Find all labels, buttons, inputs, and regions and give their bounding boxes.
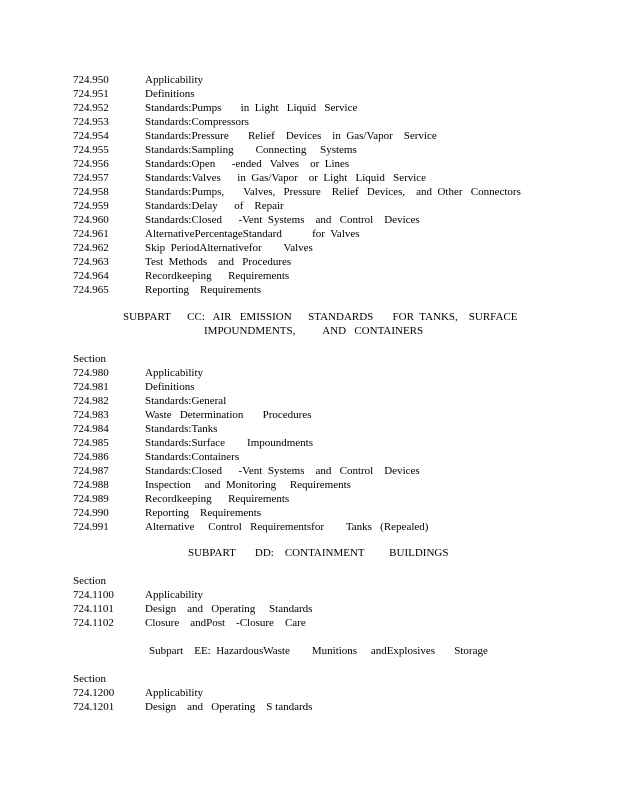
section-title: Standards:Closed -Vent Systems and Control Devices — [145, 465, 420, 477]
section-title: Applicability — [145, 367, 204, 379]
section-title: Reporting Requirements — [145, 284, 262, 296]
section-title: Standards:Pressure Relief Devices in Gas/Vapor Service — [145, 130, 437, 142]
section-label: Section — [73, 575, 106, 587]
section-number: 724.1200 — [73, 687, 115, 699]
section-title: Standards:Tanks — [145, 423, 218, 435]
section-number: 724.961 — [73, 228, 109, 240]
subpart-dd-heading: SUBPART DD: CONTAINMENT BUILDINGS — [188, 547, 449, 559]
section-title: Standards:Sampling Connecting Systems — [145, 144, 357, 156]
section-number: 724.983 — [73, 409, 109, 421]
section-number: 724.1201 — [73, 701, 115, 713]
section-label: Section — [73, 353, 106, 365]
section-number: 724.989 — [73, 493, 109, 505]
section-number: 724.957 — [73, 172, 109, 184]
section-title: Inspection and Monitoring Requirements — [145, 479, 351, 491]
section-number: 724.1102 — [73, 617, 114, 629]
section-title: Definitions — [145, 88, 195, 100]
section-number: 724.956 — [73, 158, 109, 170]
section-number: 724.984 — [73, 423, 109, 435]
section-number: 724.986 — [73, 451, 109, 463]
section-title: Recordkeeping Requirements — [145, 270, 290, 282]
section-title: Alternative Control Requirementsfor Tanks (Repealed) — [145, 521, 429, 533]
section-number: 724.985 — [73, 437, 109, 449]
section-title: Applicability — [145, 589, 204, 601]
section-title: Standards:General — [145, 395, 227, 407]
section-title: Standards:Surface Impoundments — [145, 437, 314, 449]
section-title: Standards:Valves in Gas/Vapor or Light Liquid Service — [145, 172, 427, 184]
section-number: 724.965 — [73, 284, 109, 296]
section-number: 724.950 — [73, 74, 109, 86]
section-number: 724.952 — [73, 102, 109, 114]
section-number: 724.1101 — [73, 603, 114, 615]
section-number: 724.958 — [73, 186, 109, 198]
section-number: 724.982 — [73, 395, 109, 407]
section-number: 724.1100 — [73, 589, 114, 601]
section-title: Standards:Open -ended Valves or Lines — [145, 158, 350, 170]
section-title: Design and Operating S tandards — [145, 701, 313, 713]
section-title: AlternativePercentageStandard for Valves — [145, 228, 360, 240]
section-title: Applicability — [145, 687, 204, 699]
section-title: Applicability — [145, 74, 204, 86]
section-title: Closure andPost -Closure Care — [145, 617, 306, 629]
section-number: 724.960 — [73, 214, 109, 226]
section-title: Standards:Containers — [145, 451, 240, 463]
section-number: 724.991 — [73, 521, 109, 533]
section-title: Standards:Pumps, Valves, Pressure Relief Devices, and Other Connectors — [145, 186, 521, 198]
section-number: 724.955 — [73, 144, 109, 156]
section-number: 724.962 — [73, 242, 109, 254]
section-title: Waste Determination Procedures — [145, 409, 312, 421]
section-number: 724.963 — [73, 256, 109, 268]
section-number: 724.980 — [73, 367, 109, 379]
section-label: Section — [73, 673, 106, 685]
section-title: Recordkeeping Requirements — [145, 493, 290, 505]
section-title: Skip PeriodAlternativefor Valves — [145, 242, 313, 254]
section-title: Test Methods and Procedures — [145, 256, 292, 268]
section-number: 724.959 — [73, 200, 109, 212]
subpart-cc-heading: SUBPART CC: AIR EMISSION STANDARDS FOR TANKS, SURFACE — [123, 311, 518, 323]
section-title: Reporting Requirements — [145, 507, 262, 519]
section-number: 724.987 — [73, 465, 109, 477]
subpart-cc-heading-cont: IMPOUNDMENTS, AND CONTAINERS — [204, 325, 424, 337]
section-title: Standards:Compressors — [145, 116, 249, 128]
section-number: 724.981 — [73, 381, 109, 393]
section-number: 724.951 — [73, 88, 109, 100]
subpart-ee-heading: Subpart EE: HazardousWaste Munitions andExplosives Storage — [149, 645, 488, 657]
section-number: 724.990 — [73, 507, 109, 519]
section-number: 724.988 — [73, 479, 109, 491]
section-title: Standards:Pumps in Light Liquid Service — [145, 102, 358, 114]
section-title: Standards:Delay of Repair — [145, 200, 284, 212]
section-title: Definitions — [145, 381, 195, 393]
section-number: 724.954 — [73, 130, 109, 142]
section-number: 724.964 — [73, 270, 109, 282]
section-number: 724.953 — [73, 116, 109, 128]
section-title: Design and Operating Standards — [145, 603, 313, 615]
section-title: Standards:Closed -Vent Systems and Control Devices — [145, 214, 420, 226]
